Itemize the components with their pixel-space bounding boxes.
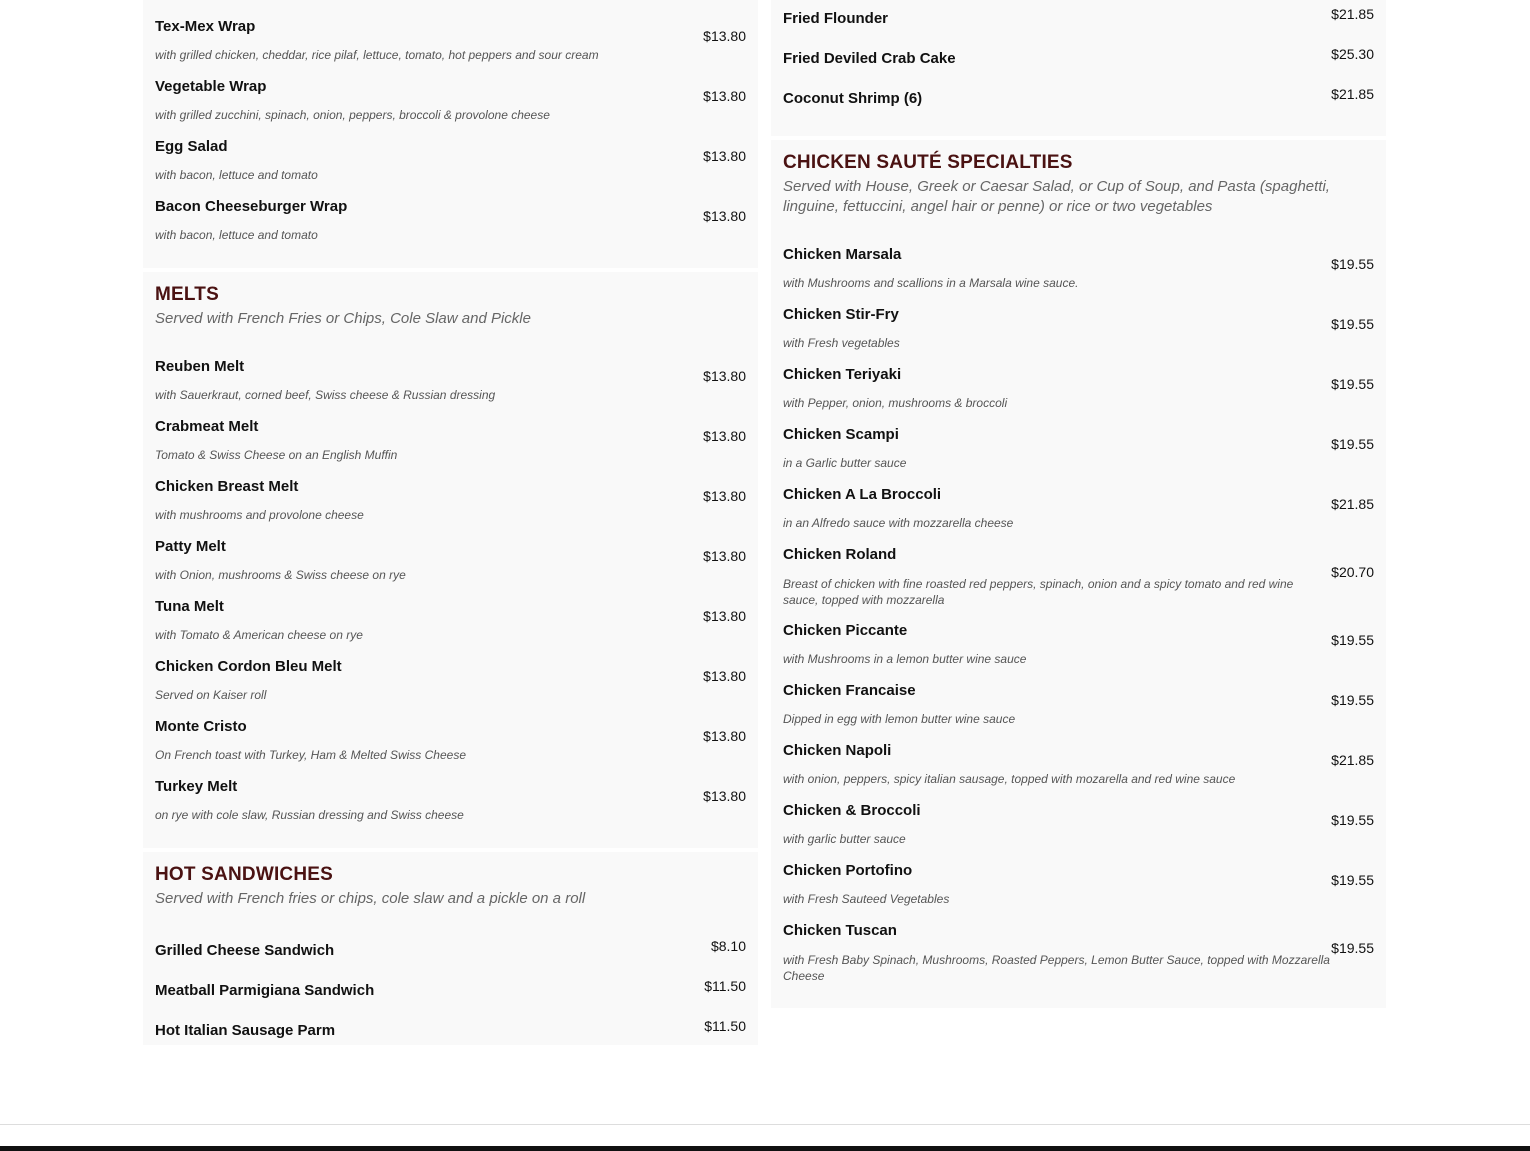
menu-item[interactable] — [155, 418, 746, 478]
item-price: $13.80 — [703, 88, 746, 104]
item-name: Meatball Parmigiana Sandwich — [155, 982, 375, 999]
item-price: $19.55 — [1331, 632, 1374, 648]
item-price: $13.80 — [703, 488, 746, 504]
item-price: $21.85 — [1331, 496, 1374, 512]
menu-item[interactable] — [783, 426, 1374, 486]
item-desc: Served on Kaiser roll — [155, 688, 267, 702]
menu-item[interactable] — [155, 138, 746, 198]
menu-item[interactable] — [155, 478, 746, 538]
item-price: $19.55 — [1331, 692, 1374, 708]
item-price: $25.30 — [1331, 46, 1374, 62]
item-price: $8.10 — [710, 938, 746, 954]
item-price: $13.80 — [703, 148, 746, 164]
item-desc: with Mushrooms in a lemon butter wine sauce — [783, 652, 1027, 666]
menu-item[interactable] — [783, 682, 1374, 742]
item-price: $11.50 — [704, 1018, 746, 1034]
item-name: Chicken & Broccoli — [783, 802, 921, 819]
item-price: $13.80 — [703, 668, 746, 684]
item-desc: with garlic butter sauce — [783, 832, 906, 846]
item-name: Chicken Portofino — [783, 862, 913, 879]
section-title: MELTS — [155, 284, 219, 305]
menu-item[interactable] — [155, 198, 746, 258]
item-name: Patty Melt — [155, 538, 226, 555]
item-desc: Breast of chicken with fine roasted red peppers, spinach, onion and a spicy tomato and red wine sauce, topped with mozzarella — [783, 577, 1294, 607]
item-name: Hot Italian Sausage Parm — [155, 1022, 336, 1039]
item-desc: with Fresh Sauteed Vegetables — [783, 892, 950, 906]
item-price: $13.80 — [703, 548, 746, 564]
item-price: $13.80 — [703, 28, 746, 44]
item-name: Chicken Cordon Bleu Melt — [155, 658, 342, 675]
item-name: Chicken Teriyaki — [783, 366, 902, 383]
item-name: Tex-Mex Wrap — [155, 18, 256, 35]
section-subtitle: Served with French fries or chips, cole slaw and a pickle on a roll — [155, 890, 586, 907]
item-desc: Dipped in egg with lemon butter wine sauce — [783, 712, 1016, 726]
seafood-panel — [771, 0, 1386, 136]
hot-sandwiches-panel — [143, 852, 758, 1045]
item-price: $21.85 — [1331, 752, 1374, 768]
item-price: $11.50 — [704, 978, 746, 994]
item-desc: with Fresh Baby Spinach, Mushrooms, Roasted Peppers, Lemon Butter Sauce, topped with Mozzarella Cheese — [783, 953, 1330, 983]
menu-item[interactable] — [783, 862, 1374, 922]
section-subtitle: Served with French Fries or Chips, Cole Slaw and Pickle — [155, 310, 531, 327]
item-name: Monte Cristo — [155, 718, 247, 735]
item-price: $19.55 — [1331, 812, 1374, 828]
item-name: Bacon Cheeseburger Wrap — [155, 198, 348, 215]
item-desc: in an Alfredo sauce with mozzarella cheese — [783, 516, 1014, 530]
item-name: Tuna Melt — [155, 598, 224, 615]
item-desc: with Pepper, onion, mushrooms & broccoli — [783, 396, 1008, 410]
item-name: Reuben Melt — [155, 358, 245, 375]
item-desc: in a Garlic butter sauce — [783, 456, 907, 470]
item-desc: with grilled chicken, cheddar, rice pilaf, lettuce, tomato, hot peppers and sour cream — [155, 48, 599, 62]
item-desc: with Fresh vegetables — [783, 336, 900, 350]
menu-item[interactable] — [155, 18, 746, 78]
menu-item[interactable] — [783, 366, 1374, 426]
item-name: Grilled Cheese Sandwich — [155, 942, 335, 959]
menu-item[interactable] — [783, 922, 1374, 994]
item-price: $19.55 — [1331, 872, 1374, 888]
item-price: $13.80 — [703, 608, 746, 624]
menu-item[interactable] — [155, 978, 746, 1014]
item-name: Chicken Stir-Fry — [783, 306, 899, 323]
item-price: $19.55 — [1331, 256, 1374, 272]
menu-item[interactable] — [155, 658, 746, 718]
item-desc: with Tomato & American cheese on rye — [155, 628, 363, 642]
item-desc: with Mushrooms and scallions in a Marsala wine sauce. — [783, 276, 1079, 290]
item-desc: with Sauerkraut, corned beef, Swiss cheese & Russian dressing — [155, 388, 496, 402]
item-name: Chicken Piccante — [783, 622, 908, 639]
item-desc: with onion, peppers, spicy italian sausage, topped with mozarella and red wine sauce — [783, 772, 1236, 786]
item-name: Chicken Roland — [783, 546, 897, 563]
section-title: HOT SANDWICHES — [155, 864, 334, 885]
item-name: Chicken Marsala — [783, 246, 902, 263]
item-desc: Tomato & Swiss Cheese on an English Muffin — [155, 448, 398, 462]
menu-item[interactable] — [155, 598, 746, 658]
menu-item[interactable] — [783, 246, 1374, 306]
item-desc: on rye with cole slaw, Russian dressing and Swiss cheese — [155, 808, 464, 822]
menu-item[interactable] — [783, 306, 1374, 366]
item-name: Fried Deviled Crab Cake — [783, 50, 956, 67]
menu-item[interactable] — [783, 802, 1374, 862]
item-desc: with grilled zucchini, spinach, onion, peppers, broccoli & provolone cheese — [155, 108, 550, 122]
item-name: Fried Flounder — [783, 10, 888, 27]
item-desc: On French toast with Turkey, Ham & Melted Swiss Cheese — [155, 748, 466, 762]
melts-panel — [143, 272, 758, 848]
item-price: $13.80 — [703, 368, 746, 384]
menu-item[interactable] — [783, 486, 1374, 546]
menu-item[interactable] — [155, 938, 746, 974]
item-price: $19.55 — [1331, 316, 1374, 332]
item-name: Chicken Francaise — [783, 682, 916, 699]
menu-item[interactable] — [155, 78, 746, 138]
item-price: $13.80 — [703, 428, 746, 444]
item-desc: with mushrooms and provolone cheese — [155, 508, 364, 522]
item-price: $21.85 — [1331, 86, 1374, 102]
item-price: $20.70 — [1331, 564, 1374, 580]
item-price: $21.85 — [1331, 6, 1374, 22]
chicken-saute-panel — [771, 140, 1386, 1008]
item-name: Chicken Breast Melt — [155, 478, 299, 495]
menu-item[interactable] — [783, 546, 1374, 618]
item-price: $13.80 — [703, 728, 746, 744]
item-name: Crabmeat Melt — [155, 418, 259, 435]
item-price: $19.55 — [1331, 436, 1374, 452]
item-price: $13.80 — [703, 788, 746, 804]
menu-item[interactable] — [155, 538, 746, 598]
menu-item[interactable] — [155, 1018, 746, 1044]
menu-item[interactable] — [783, 742, 1374, 802]
item-desc: with bacon, lettuce and tomato — [155, 168, 318, 182]
item-name: Chicken Scampi — [783, 426, 899, 443]
item-name: Vegetable Wrap — [155, 78, 267, 95]
menu-item[interactable] — [783, 622, 1374, 682]
menu-item[interactable] — [155, 778, 746, 838]
footer-bar — [0, 1146, 1530, 1151]
item-name: Egg Salad — [155, 138, 228, 155]
footer-divider — [0, 1124, 1530, 1125]
item-name: Chicken A La Broccoli — [783, 486, 942, 503]
item-price: $19.55 — [1331, 376, 1374, 392]
menu-item[interactable] — [155, 358, 746, 418]
item-name: Chicken Napoli — [783, 742, 892, 759]
menu-item-cutoff — [155, 0, 746, 4]
section-subtitle: Served with House, Greek or Caesar Salad, or Cup of Soup, and Pasta (spaghetti, linguine, fettuccini, angel hair or penne) or rice or two vegetables — [783, 178, 1330, 215]
menu-item[interactable] — [155, 718, 746, 778]
item-name: Turkey Melt — [155, 778, 238, 795]
wraps-panel — [143, 0, 758, 268]
menu-item[interactable] — [783, 6, 1374, 42]
item-name: Chicken Tuscan — [783, 922, 897, 939]
menu-item[interactable] — [783, 86, 1374, 122]
menu-item[interactable] — [783, 46, 1374, 82]
item-name: Coconut Shrimp (6) — [783, 90, 923, 107]
item-desc: with bacon, lettuce and tomato — [155, 228, 318, 242]
section-title: CHICKEN SAUTÉ SPECIALTIES — [783, 152, 1073, 173]
item-price: $19.55 — [1331, 940, 1374, 956]
item-price: $13.80 — [703, 208, 746, 224]
item-desc: with Onion, mushrooms & Swiss cheese on rye — [155, 568, 406, 582]
